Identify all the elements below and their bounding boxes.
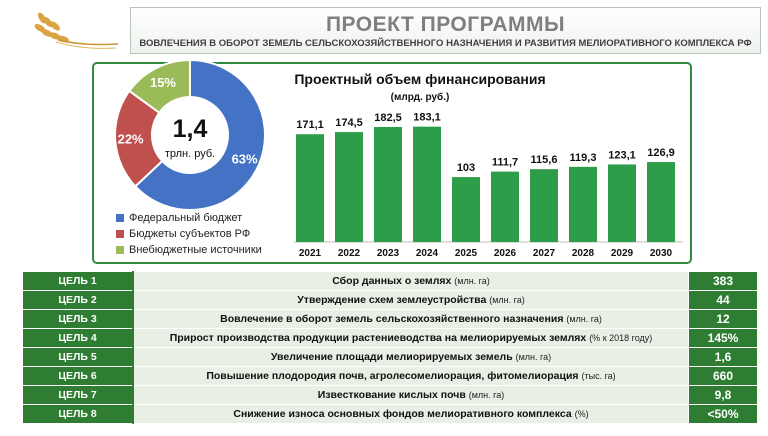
goal-description	[133, 367, 689, 386]
x-tick-label: 2028	[571, 248, 595, 259]
goal-value: 1,6	[689, 348, 758, 367]
goal-unit: (млн. га)	[566, 314, 602, 324]
legend-label-offbudget: Внебюджетные источники	[129, 244, 262, 256]
bar-2025	[452, 177, 480, 242]
legend-item-regional	[116, 226, 262, 242]
page-subtitle: ВОВЛЕЧЕНИЯ В ОБОРОТ ЗЕМЕЛЬ СЕЛЬСКОХОЗЯЙСТВЕННОГО НАЗНАЧЕНИЯ И РАЗВИТИЯ МЕЛИОРАТИВНОГО КОМПЛЕКСА РФ	[139, 38, 752, 49]
x-tick-label: 2027	[532, 248, 556, 259]
table-row	[23, 291, 758, 310]
bar-value-label: 115,6	[530, 154, 558, 167]
goal-text: Повышение плодородия почв, агролесомелиорация, фитомелиорация	[206, 370, 579, 382]
table-row	[23, 367, 758, 386]
goal-label: ЦЕЛЬ 1	[23, 272, 134, 291]
bar-value-label: 111,7	[491, 156, 519, 169]
table-row	[23, 329, 758, 348]
goal-text: Сбор данных о землях	[332, 275, 452, 287]
goal-value: 383	[689, 272, 758, 291]
goal-label: ЦЕЛЬ 6	[23, 367, 134, 386]
bar-chart	[296, 112, 675, 259]
bar-2026	[491, 172, 519, 242]
goal-value: 44	[689, 291, 758, 310]
x-tick-label: 2022	[337, 248, 361, 259]
goal-label: ЦЕЛЬ 7	[23, 386, 134, 405]
x-tick-label: 2030	[649, 248, 673, 259]
donut-center-unit: трлн. руб.	[164, 148, 216, 160]
goal-description	[133, 348, 689, 367]
goal-description	[133, 291, 689, 310]
goal-unit: (% к 2018 году)	[589, 333, 653, 343]
table-row	[23, 405, 758, 424]
goal-label: ЦЕЛЬ 5	[23, 348, 134, 367]
bar-2030	[647, 162, 675, 242]
x-tick-label: 2021	[298, 248, 322, 259]
goal-unit: (млн. га)	[489, 295, 525, 305]
bar-2027	[530, 169, 558, 242]
bar-2029	[608, 164, 636, 242]
goal-unit: (тыс. га)	[581, 371, 616, 381]
bar-chart-subtitle: (млрд. руб.)	[390, 92, 450, 103]
legend-label-regional: Бюджеты субъектов РФ	[129, 228, 251, 240]
goal-description	[133, 405, 689, 424]
goal-text: Снижение износа основных фондов мелиоративного комплекса	[233, 408, 572, 420]
page-title: ПРОЕКТ ПРОГРАММЫ	[325, 13, 566, 36]
x-tick-label: 2025	[454, 248, 478, 259]
table-row	[23, 386, 758, 405]
donut-slice-label: 15%	[149, 74, 177, 90]
x-tick-label: 2026	[493, 248, 517, 259]
bar-2028	[569, 167, 597, 242]
legend-swatch-offbudget	[116, 246, 124, 254]
legend-label-federal: Федеральный бюджет	[129, 212, 243, 224]
goal-label: ЦЕЛЬ 2	[23, 291, 134, 310]
bar-chart-title: Проектный объем финансирования	[294, 71, 546, 87]
donut-slice-label: 63%	[231, 151, 258, 167]
bar-value-label: 183,1	[413, 111, 441, 124]
legend-swatch-regional	[116, 230, 124, 238]
goals-table	[22, 271, 758, 424]
goal-value: 145%	[689, 329, 758, 348]
bar-value-label: 171,1	[296, 119, 324, 132]
bar-2022	[335, 132, 363, 242]
bar-2024	[413, 127, 441, 242]
donut-slice-label: 22%	[117, 131, 144, 147]
goal-text: Вовлечение в оборот земель сельскохозяйственного назначения	[220, 313, 564, 325]
legend-item-offbudget	[116, 242, 262, 258]
table-row	[23, 348, 758, 367]
goal-value: 9,8	[689, 386, 758, 405]
bar-value-label: 123,1	[608, 149, 636, 162]
goal-text: Прирост производства продукции растениеводства на мелиорируемых землях	[169, 332, 587, 344]
goal-unit: (млн. га)	[454, 276, 490, 286]
goal-unit: (млн. га)	[515, 352, 552, 362]
donut-legend	[116, 210, 262, 258]
goal-unit: (%)	[574, 409, 589, 419]
legend-swatch-federal	[116, 214, 124, 222]
goal-value: <50%	[689, 405, 758, 424]
goal-label: ЦЕЛЬ 8	[23, 405, 134, 424]
bar-2023	[374, 127, 402, 242]
bar-value-label: 126,9	[647, 147, 675, 160]
goal-description	[133, 329, 689, 348]
x-tick-label: 2023	[376, 248, 400, 259]
goal-unit: (млн. га)	[468, 390, 505, 400]
goal-text: Увеличение площади мелиорируемых земель	[270, 351, 513, 363]
legend-item-federal	[116, 210, 262, 226]
bar-value-label: 174,5	[335, 117, 363, 130]
bar-value-label: 182,5	[374, 112, 402, 125]
goal-text: Утверждение схем землеустройства	[297, 294, 487, 306]
goal-description	[133, 386, 689, 405]
goal-label: ЦЕЛЬ 4	[23, 329, 134, 348]
goal-value: 12	[689, 310, 758, 329]
donut-center-value: 1,4	[172, 115, 208, 143]
goal-label: ЦЕЛЬ 3	[23, 310, 134, 329]
bar-2021	[296, 134, 324, 242]
x-tick-label: 2029	[610, 248, 634, 259]
table-row	[23, 272, 758, 291]
goal-text: Известкование кислых почв	[317, 389, 466, 401]
goal-value: 660	[689, 367, 758, 386]
table-row	[23, 310, 758, 329]
x-tick-label: 2024	[415, 248, 439, 259]
bar-value-label: 103	[456, 162, 476, 175]
goal-description	[133, 310, 689, 329]
goal-description	[133, 272, 689, 291]
bar-value-label: 119,3	[569, 151, 597, 164]
